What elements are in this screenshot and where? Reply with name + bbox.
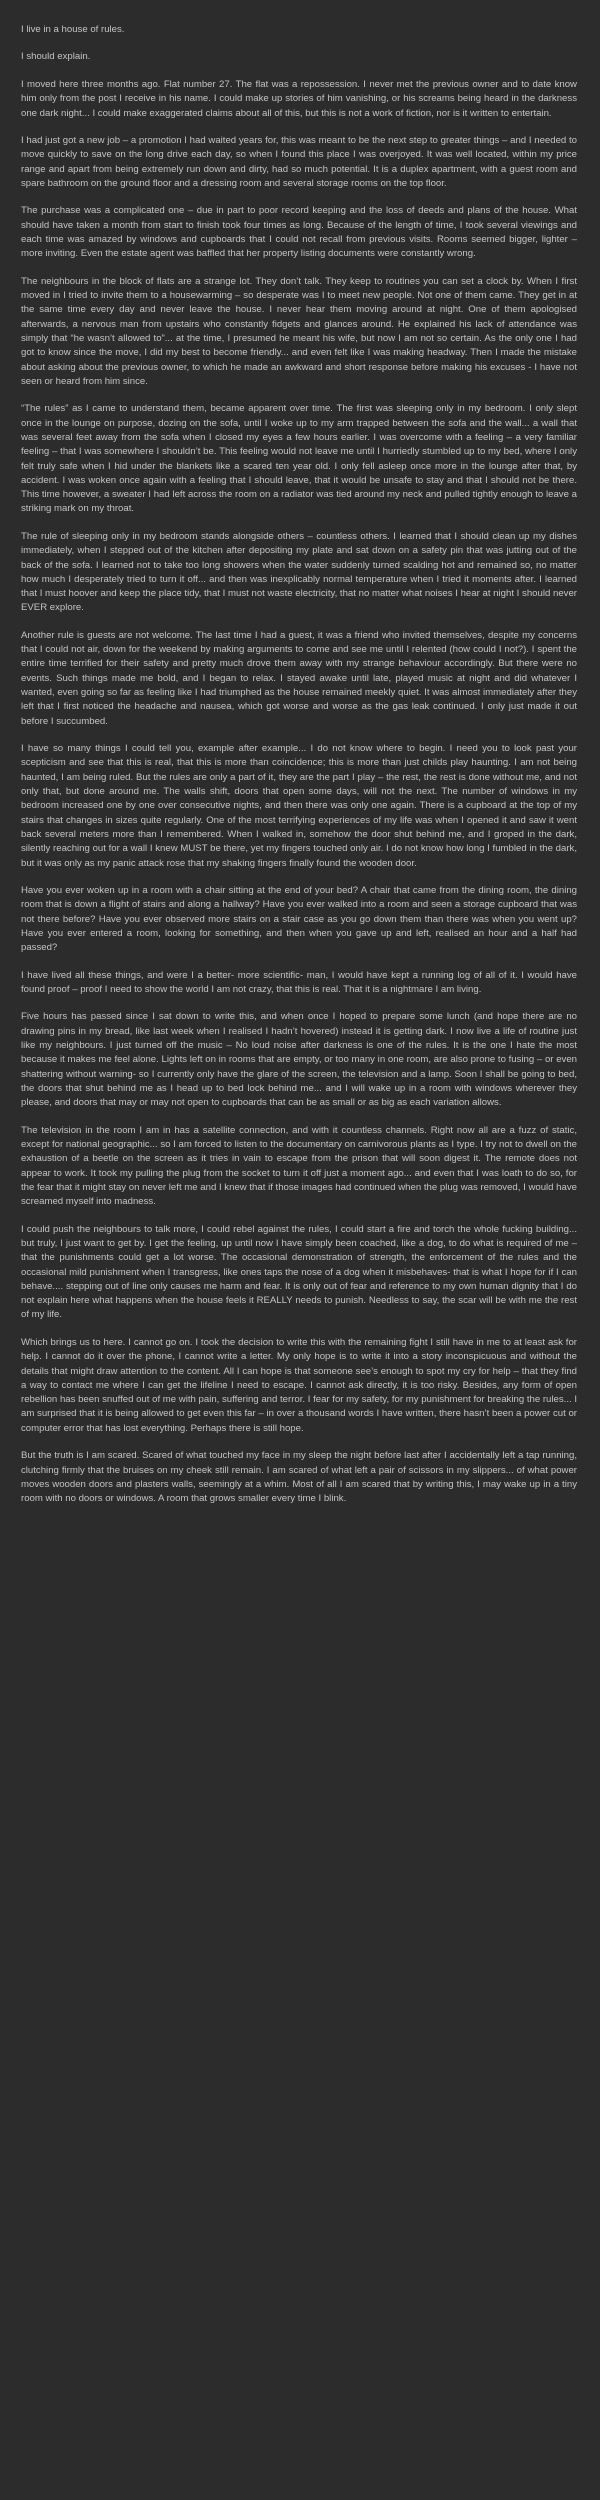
story-paragraph: I had just got a new job – a promotion I had waited years for, this was meant to be the next step to greater things – and I needed to move quickly to save on the long drive each day, so when I found this place I was overjoyed. It was well located, within my price range and apart from being extremely run down and dirty, had so much potential. It is a duplex apartment, with a guest room and spare bathroom on the ground floor and a dressing room and several storage rooms on the top floor. [21, 135, 577, 189]
story-paragraph: I have lived all these things, and were I a better- more scientific- man, I would have kept a running log of all of it. I would have found proof – proof I need to show the world I am not crazy, that this is real. That it is a nightmare I am living. [21, 969, 577, 995]
story-paragraph: Have you ever woken up in a room with a chair sitting at the end of your bed? A chair that came from the dining room, the dining room that is down a flight of stairs and along a hallway? Have you ever walked into a room and seen a storage cupboard that was not there before? Have you ever observed more stairs on a stair case as you go down them than there was when you went up? Have you ever entered a room, looking for something, and then when you gave up and left, realised an hour and a half had passed? [21, 885, 577, 954]
story-paragraph: Which brings us to here. I cannot go on. I took the decision to write this with the remaining fight I still have in me to at least ask for help. I cannot do it over the phone, I cannot write a letter. My only hope is to write it into a story inconspicuous and without the details that might draw attention to the content. All I can hope is that someone see’s enough to spot my cry for help – that they find a way to contact me where I can get the lifeline I need to escape. I cannot ask directly, it is too risky. Besides, any form of open rebellion has been snuffed out of me with pain, suffering and terror. I fear for my safety, for my punishment for breaking the rules... I am surprised that it is being allowed to get even this far – in over a thousand words I have written, there hasn’t been a power cut or computer error that has lost everything. Perhaps there is still hope. [21, 1336, 577, 1434]
story-paragraph: The rule of sleeping only in my bedroom stands alongside others – countless others. I learned that I should clean up my dishes immediately, when I stepped out of the kitchen after depositing my plate and sat down on a safety pin that was jutting out of the back of the sofa. I learned not to take too long showers when the water suddenly turned scalding hot and remained so, no matter how much I desperately tried to turn it off... and then was inexplicably normal temperature when I tried it moments after. I learned that I must hoover and keep the place tidy, that I must not waste electricity, that no matter what noises I hear at night I should never EVER explore. [21, 530, 577, 614]
story-paragraph: I moved here three months ago. Flat number 27. The flat was a repossession. I never met the previous owner and to date know him only from the post I receive in his name. I could make up stories of him vanishing, or his screams being heard in the darkness one dark night... I could make exaggerated claims about all of this, but this is not a work of fiction, nor is it written to entertain. [21, 78, 577, 119]
story-paragraph: The television in the room I am in has a satellite connection, and with it countless channels. Right now all are a fuzz of static, except for national geographic... so I am forced to listen to the documentary on carnivorous plants as I type. I try not to dwell on the exhaustion of a beetle on the screen as it tries in vain to escape from the prison that will soon digest it. The remote does not appear to work. It took my pulling the plug from the socket to turn it off just a moment ago... and even that I was loath to do so, for the fear that it might stay on never left me and I knew that if those images had continued when the plug was removed, I would have screamed myself into madness. [21, 1124, 577, 1208]
story-paragraph: The neighbours in the block of flats are a strange lot. They don’t talk. They keep to routines you can set a clock by. When I first moved in I tried to invite them to a housewarming – so desperate was I to meet new people. Not one of them came. They get in at the same time every day and never leave the house. I never hear them moving around at night. One of them apologised afterwards, a nervous man from upstairs who constantly fidgets and glances around. He explained his lack of attendance was simply that “he wasn’t allowed to”... at the time, I presumed he meant his wife, but now I am not so certain. As the only one I had got to know since the move, I did my best to become friendly... and even felt like I was making headway. Then I made the mistake about asking about the previous owner, to which he made an awkward and short response before making his excuses - I have not seen or heard from him since. [21, 275, 577, 387]
story-paragraph: Five hours has passed since I sat down to write this, and when once I hoped to prepare some lunch (and hope there are no drawing pins in my bread, like last week when I realised I hadn’t hovered) instead it is getting dark. I now live a life of routine just like my neighbours. I just turned off the music – No loud noise after darkness is one of the rules. It is the one I hate the most because it makes me feel alone. Lights left on in rooms that are empty, or too many in one room, are also prone to fusing – or even shattering without warning- so I currently only have the glare of the screen, the television and a lamp. Soon I shall be going to bed, the doors that shut behind me as I head up to bed lock behind me... and I will wake up in a room with windows wherever they please, and doors that may or may not open to cupboards that can be as small or as big as each variation allows. [21, 1011, 577, 1109]
story-paragraph: Another rule is guests are not welcome. The last time I had a guest, it was a friend who invited themselves, despite my concerns that I could not air, down for the weekend by making arguments to come and see me until I relented (how could I not?). I spent the entire time terrified for their safety and pretty much drove them away with my strange behaviour accordingly. But there were no events. Such things made me bold, and I began to relax. I stayed awake until late, played music at night and did whatever I wanted, even going so far as feeling like I had triumphed as the house remained meekly quiet. It was almost immediately after they left that I first noticed the headache and nausea, which got worse and worse as the gas leak continued. I only just made it out before I succumbed. [21, 629, 577, 727]
story-paragraph: I have so many things I could tell you, example after example... I do not know where to begin. I need you to look past your scepticism and see that this is real, that this is more than coincidence; this is more than just childs play haunting. I am not being haunted, I am being ruled. But the rules are only a part of it, they are the part I play – the rest, the rest is done without me, and not only that, but done around me. The walls shift, doors that open some days, will not the next. The number of windows in my bedroom increased one by one over consecutive nights, and then there was only one again. There is a cupboard at the top of my stairs that changes in sizes quite regularly. One of the most terrifying experiences of my life was when I opened it and saw it went back several meters more than I remembered. When I walked in, somehow the door shut behind me, and I groped in the dark, silently reaching out for a wall I knew MUST be there, yet my fingers touched only air. I do not know how long I fumbled in the dark, but it was only as my panic attack rose that my shaking fingers finally found the wooden door. [21, 743, 577, 869]
story-paragraph: I could push the neighbours to talk more, I could rebel against the rules, I could start a fire and torch the whole fucking building... but truly, I just want to get by. I get the feeling, up until now I have simply been coached, like a dog, to do what is required of me – that the punishments could get a lot worse. The occasional demonstration of strength, the enforcement of the rules and the occasional mild punishment when I transgress, like ones taps the nose of a dog when it misbehaves- that is what I hope for if I can behave.... stepping out of line only causes me harm and fear. It is only out of fear and reference to my own human dignity that I do not explain here what happens when the house feels it REALLY needs to punish. Needless to say, the scar will be with me the rest of my life. [21, 1223, 577, 1321]
story-paragraph: I live in a house of rules. [21, 24, 125, 35]
story-paragraph: “The rules” as I came to understand them, became apparent over time. The first was sleeping only in my bedroom. I only slept once in the lounge on purpose, dozing on the sofa, until I woke up to my arm trapped between the sofa and the wall... a wall that was several feet away from the sofa when I closed my eyes a few hours earlier. I was overcome with a feeling – a very familiar feeling – that I was somewhere I shouldn’t be. This feeling would not leave me until I hurriedly stumbled up to my bed, where I only felt truly safe when I hid under the blankets like a scared ten year old. I only fell asleep once more in the lounge after that, by accident. I was woken once again with a feeling that I should leave, that it would be unsafe to stay and that I should not be there. This time however, a sweater I had left across the room on a radiator was tied around my neck and pulled tightly enough to leave a striking mark on my throat. [21, 403, 577, 515]
story-paragraph: But the truth is I am scared. Scared of what touched my face in my sleep the night before last after I accidentally left a tap running, clutching firmly that the bruises on my cheek still remain. I am scared of what left a pair of scissors in my slippers... of what power moves wooden doors and plasters walls, seemingly at a whim. Most of all I am scared that by writing this, I may wake up in a tiny room with no doors or windows. A room that grows smaller every time I blink. [21, 1450, 577, 1505]
story-paragraph: The purchase was a complicated one – due in part to poor record keeping and the loss of deeds and plans of the house. What should have taken a month from start to finish took four times as long. Because of the length of time, I took several viewings and each time was amazed by windows and cupboards that I could not recall from previous visits. Rooms seemed bigger, lighter – more inviting. Even the estate agent was baffled that her property listing documents were constantly wrong. [21, 205, 577, 260]
story-paragraph: I should explain. [21, 51, 91, 63]
